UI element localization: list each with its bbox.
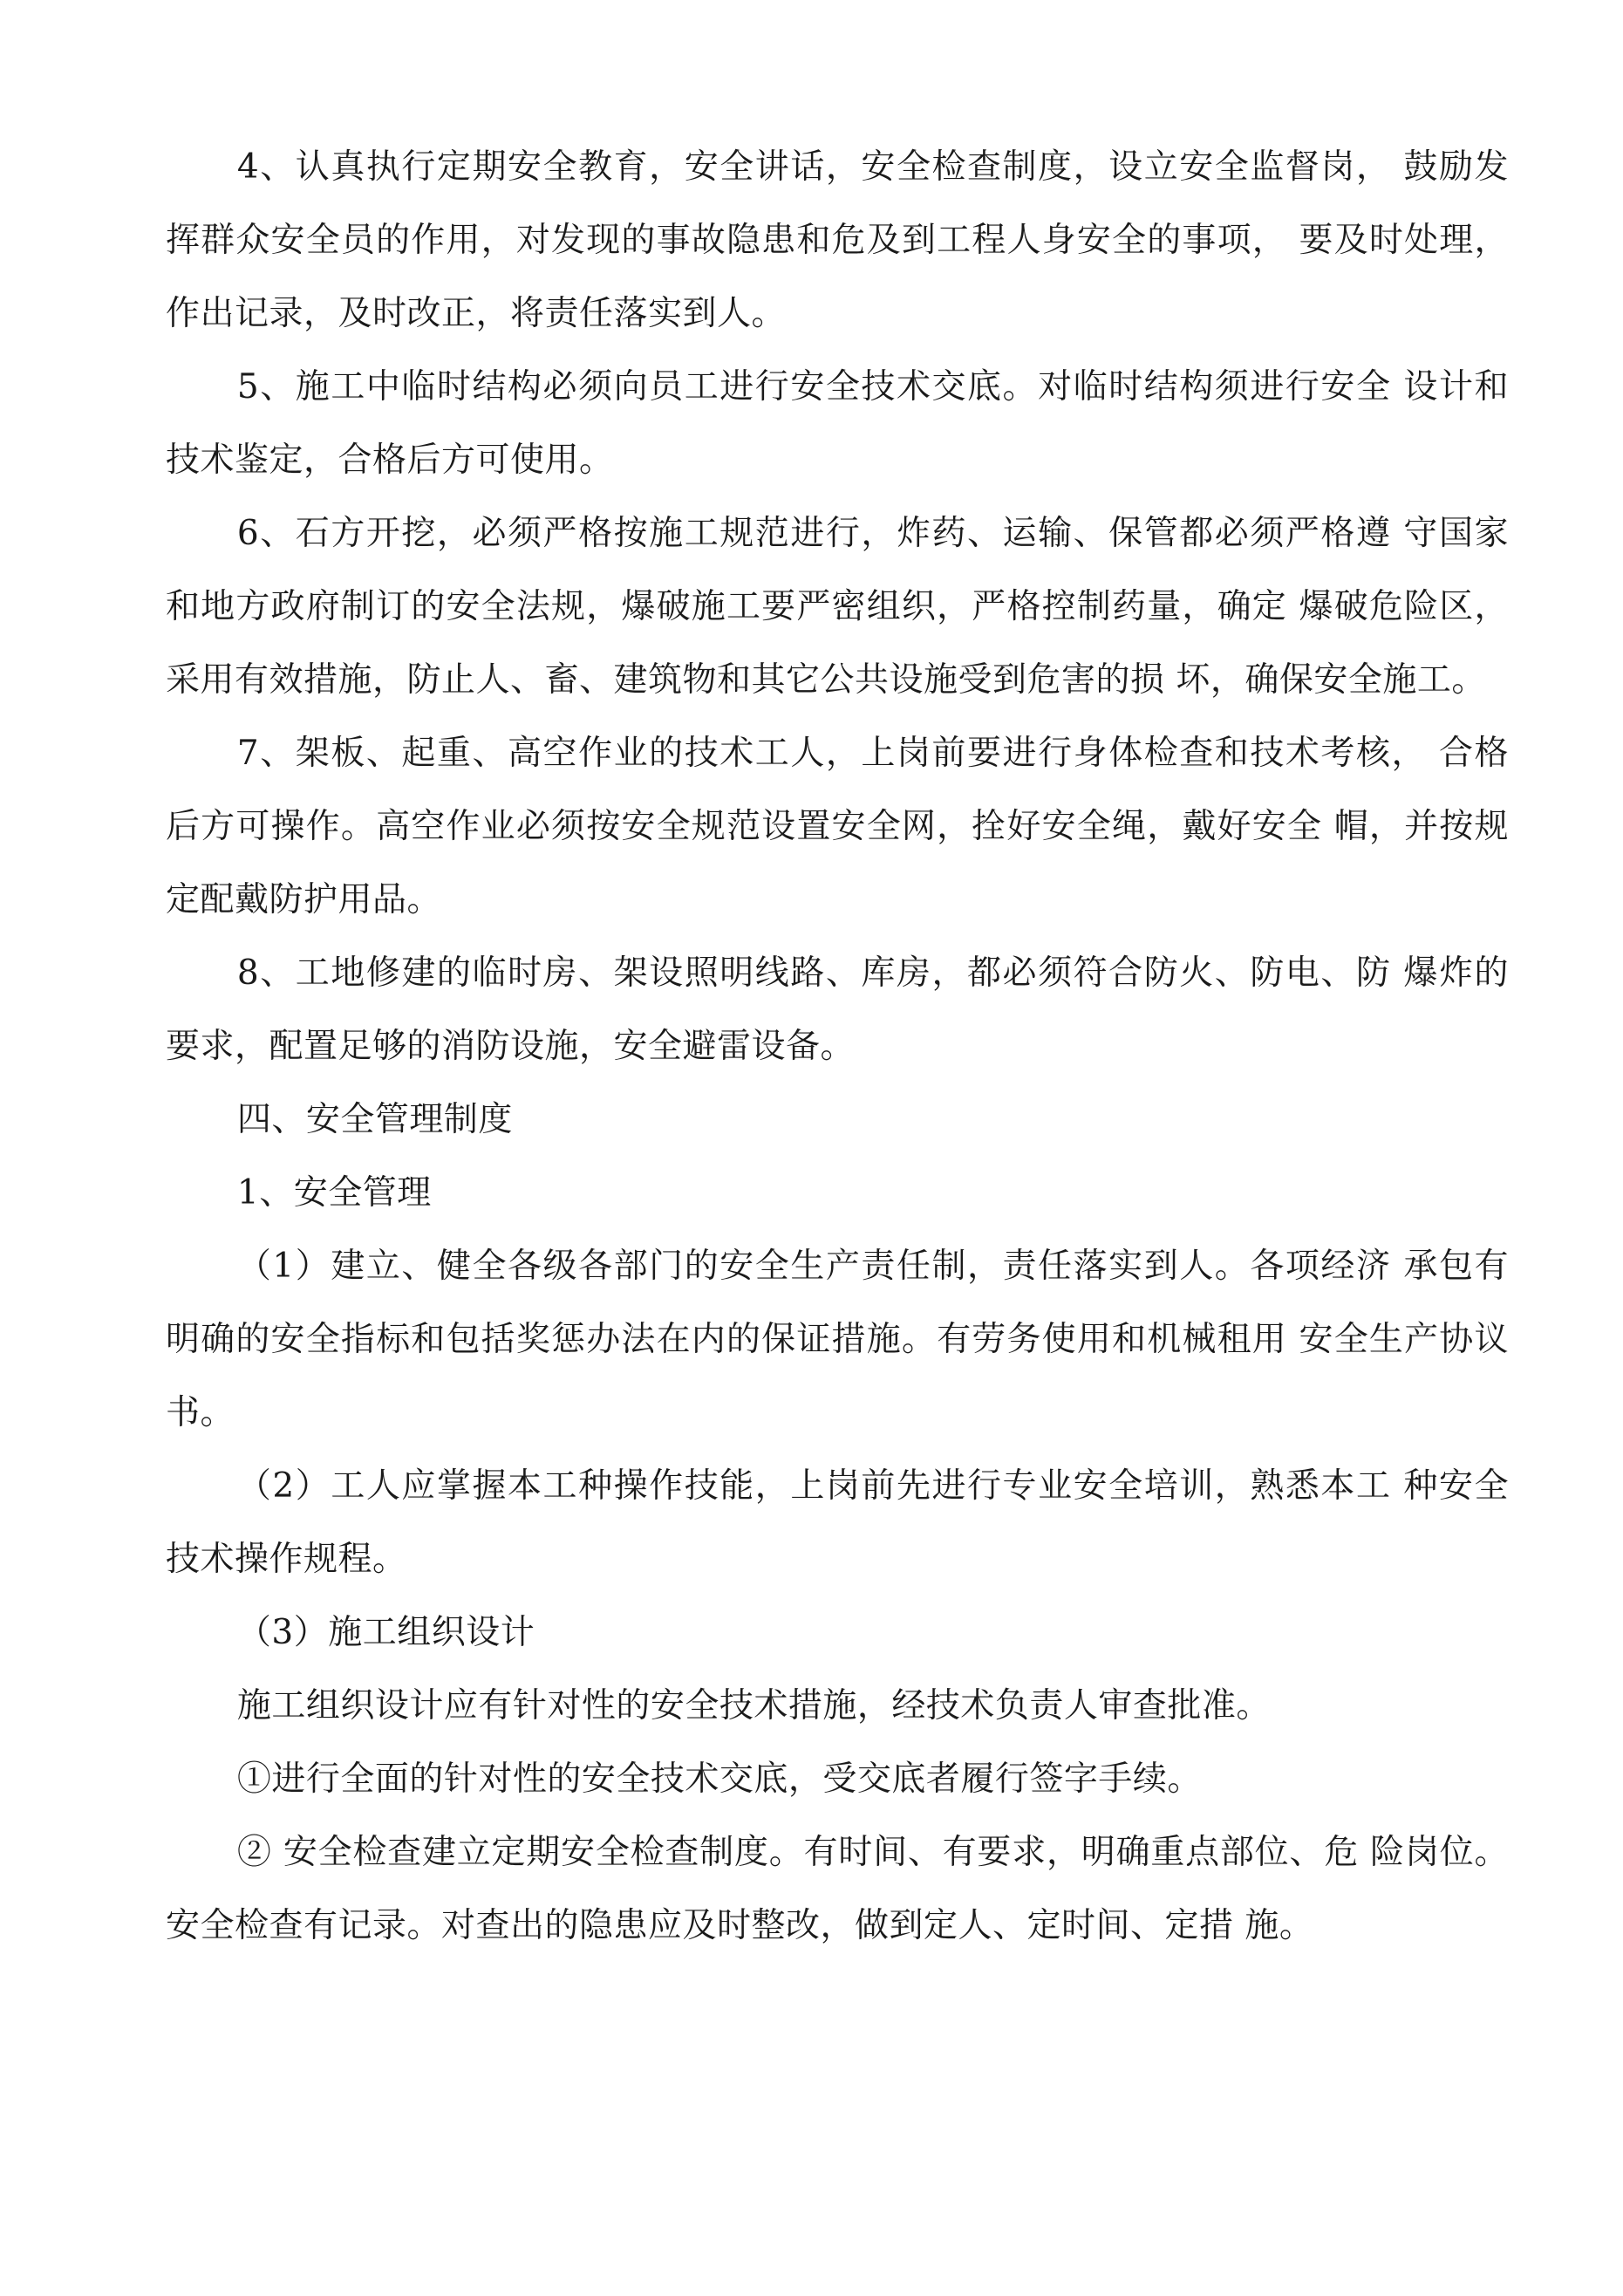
paragraph-construction-design: 施工组织设计应有针对性的安全技术措施，经技术负责人审查批准。	[236, 1686, 1271, 1725]
paragraph-item-7: 7、架板、起重、高空作业的技术工人，上岗前要进行身体检查和技术考核， 合格后方可操作。高空作业必须按安全规范设置安全网，拴好安全绳，戴好安全 帽，并按规定配戴防护用品。	[166, 734, 1509, 919]
subsection-heading-safety-management: 1、安全管理	[236, 1173, 432, 1213]
document-body	[166, 131, 1509, 1963]
paragraph-circled-1: ①进行全面的针对性的安全技术交底，受交底者履行签字手续。	[236, 1760, 1202, 1799]
paragraph-item-6: 6、石方开挖，必须严格按施工规范进行，炸药、运输、保管都必须严格遵 守国家和地方政府制订的安全法规，爆破施工要严密组织，严格控制药量，确定 爆破危险区，采用有效措施，防止人、畜、建筑物和其它公共设施受到危害的损 坏，确保安全施工。	[166, 514, 1509, 700]
paragraph-item-2: （2）工人应掌握本工种操作技能，上岗前先进行专业安全培训，熟悉本工 种安全技术操作规程。	[166, 1466, 1509, 1579]
paragraph-item-1: （1）建立、健全各级各部门的安全生产责任制，责任落实到人。各项经济 承包有明确的安全指标和包括奖惩办法在内的保证措施。有劳务使用和机械租用 安全生产协议书。	[166, 1247, 1509, 1432]
paragraph-item-4: 4、认真执行定期安全教育，安全讲话，安全检查制度，设立安全监督岗， 鼓励发挥群众安全员的作用，对发现的事故隐患和危及到工程人身安全的事项， 要及时处理，作出记录，及时改正，将责任落实到人。	[166, 147, 1509, 333]
section-heading-safety-management-system: 四、安全管理制度	[236, 1100, 513, 1139]
paragraph-item-8: 8、工地修建的临时房、架设照明线路、库房，都必须符合防火、防电、防 爆炸的要求，配置足够的消防设施，安全避雷设备。	[166, 953, 1509, 1066]
paragraph-item-3-heading: （3）施工组织设计	[236, 1613, 535, 1652]
paragraph-circled-2: ② 安全检查建立定期安全检查制度。有时间、有要求，明确重点部位、危 险岗位。安全检查有记录。对查出的隐患应及时整改，做到定人、定时间、定措 施。	[166, 1833, 1509, 1945]
paragraph-item-5: 5、施工中临时结构必须向员工进行安全技术交底。对临时结构须进行安全 设计和技术鉴定，合格后方可使用。	[166, 367, 1509, 480]
